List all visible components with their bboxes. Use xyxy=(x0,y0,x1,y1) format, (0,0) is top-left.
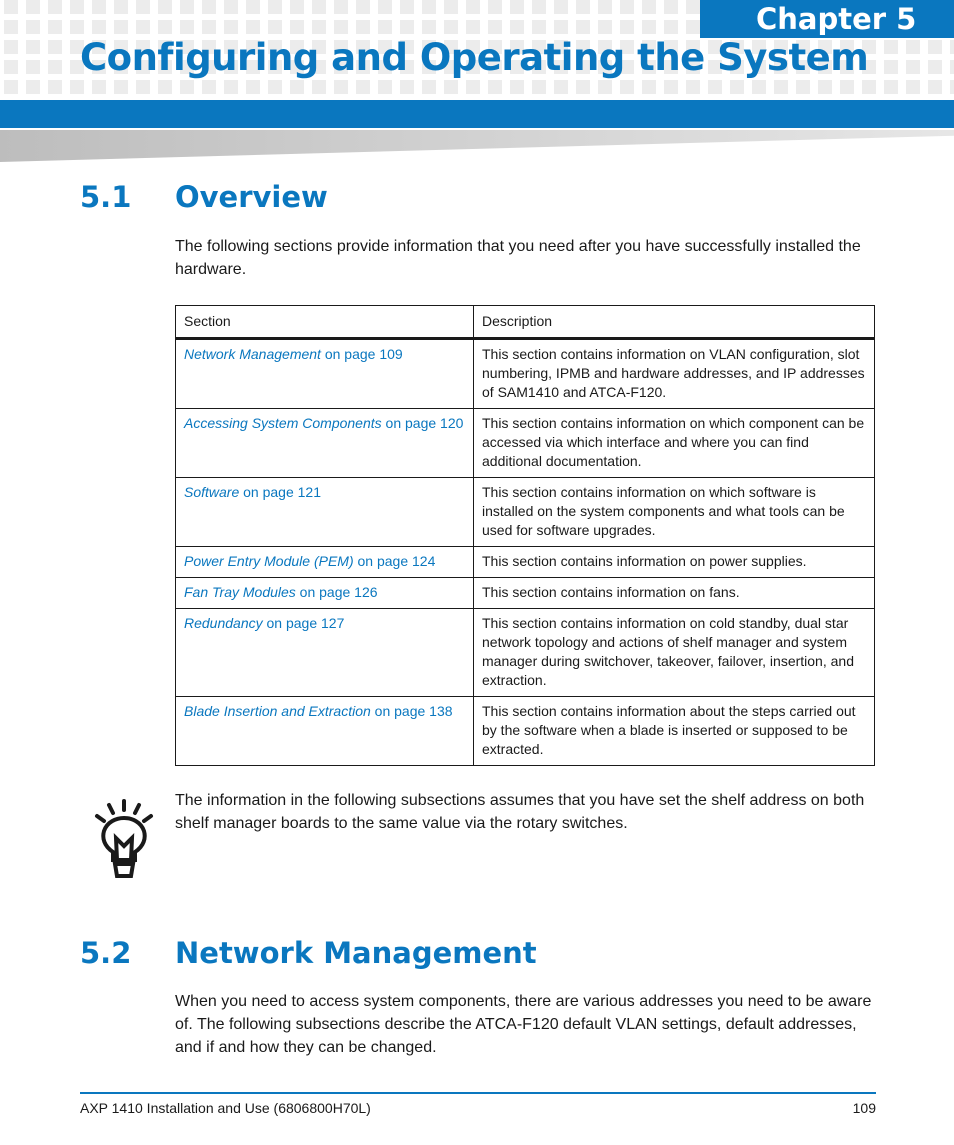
description-cell: This section contains information on which software is installed on the system components and what tools can be used for software upgrades. xyxy=(474,478,875,547)
section-heading-overview xyxy=(80,180,328,214)
chapter-title: Configuring and Operating the System xyxy=(80,36,869,79)
section-number: 5.1 xyxy=(80,180,132,214)
table-row xyxy=(176,697,875,766)
section-link-software[interactable]: Software on page 121 xyxy=(184,484,321,500)
header-blue-band xyxy=(0,100,954,128)
section-number: 5.2 xyxy=(80,936,132,970)
description-cell: This section contains information about the steps carried out by the software when a blade is inserted or supposed to be extracted. xyxy=(474,697,875,766)
section-link-network-management[interactable]: Network Management on page 109 xyxy=(184,346,403,362)
footer-rule xyxy=(80,1092,876,1094)
column-header-description: Description xyxy=(474,306,875,339)
note-text: The information in the following subsections assumes that you have set the shelf address on both shelf manager boards to the same value via the rotary switches. xyxy=(175,792,865,832)
footer-page-number: 109 xyxy=(852,1100,876,1116)
table-row xyxy=(176,609,875,697)
network-management-intro: When you need to access system components, there are various addresses you need to be aware of. The following subsections describe the ATCA-F120 default VLAN settings, default addresses, and if and how they can be changed. xyxy=(175,993,872,1056)
section-heading-network-management xyxy=(80,936,537,970)
table-row xyxy=(176,409,875,478)
section-cell xyxy=(176,609,474,697)
section-cell xyxy=(176,339,474,409)
section-link-power-entry-module[interactable]: Power Entry Module (PEM) on page 124 xyxy=(184,553,436,569)
table-row xyxy=(176,339,875,409)
overview-table xyxy=(175,305,875,766)
table-row xyxy=(176,578,875,609)
section-title: Overview xyxy=(175,180,328,214)
header-grey-wedge xyxy=(0,130,954,162)
table-row xyxy=(176,547,875,578)
column-header-section: Section xyxy=(176,306,474,339)
section-cell xyxy=(176,409,474,478)
description-cell: This section contains information on fans. xyxy=(474,578,875,609)
description-cell: This section contains information on power supplies. xyxy=(474,547,875,578)
lightbulb-icon xyxy=(92,798,156,880)
table-row xyxy=(176,478,875,547)
description-cell: This section contains information on cold standby, dual star network topology and actions of shelf manager and system manager during switchover, takeover, failover, insertion, and extraction. xyxy=(474,609,875,697)
chapter-tab: Chapter 5 xyxy=(700,0,954,38)
description-cell: This section contains information on which component can be accessed via which interface and where you can find additional documentation. xyxy=(474,409,875,478)
section-cell xyxy=(176,547,474,578)
section-link-redundancy[interactable]: Redundancy on page 127 xyxy=(184,615,345,631)
section-link-blade-insertion-extraction[interactable]: Blade Insertion and Extraction on page 138 xyxy=(184,703,453,719)
description-cell: This section contains information on VLAN configuration, slot numbering, IPMB and hardware addresses, and IP addresses of SAM1410 and ATCA-F120. xyxy=(474,339,875,409)
section-cell xyxy=(176,578,474,609)
section-link-fan-tray-modules[interactable]: Fan Tray Modules on page 126 xyxy=(184,584,378,600)
section-link-accessing-system-components[interactable]: Accessing System Components on page 120 xyxy=(184,415,464,431)
section-title: Network Management xyxy=(175,936,537,970)
footer-document-title: AXP 1410 Installation and Use (6806800H70L) xyxy=(80,1100,371,1116)
section-cell xyxy=(176,697,474,766)
section-cell xyxy=(176,478,474,547)
table-header-row xyxy=(176,306,875,339)
overview-intro: The following sections provide information that you need after you have successfully installed the hardware. xyxy=(175,238,861,278)
